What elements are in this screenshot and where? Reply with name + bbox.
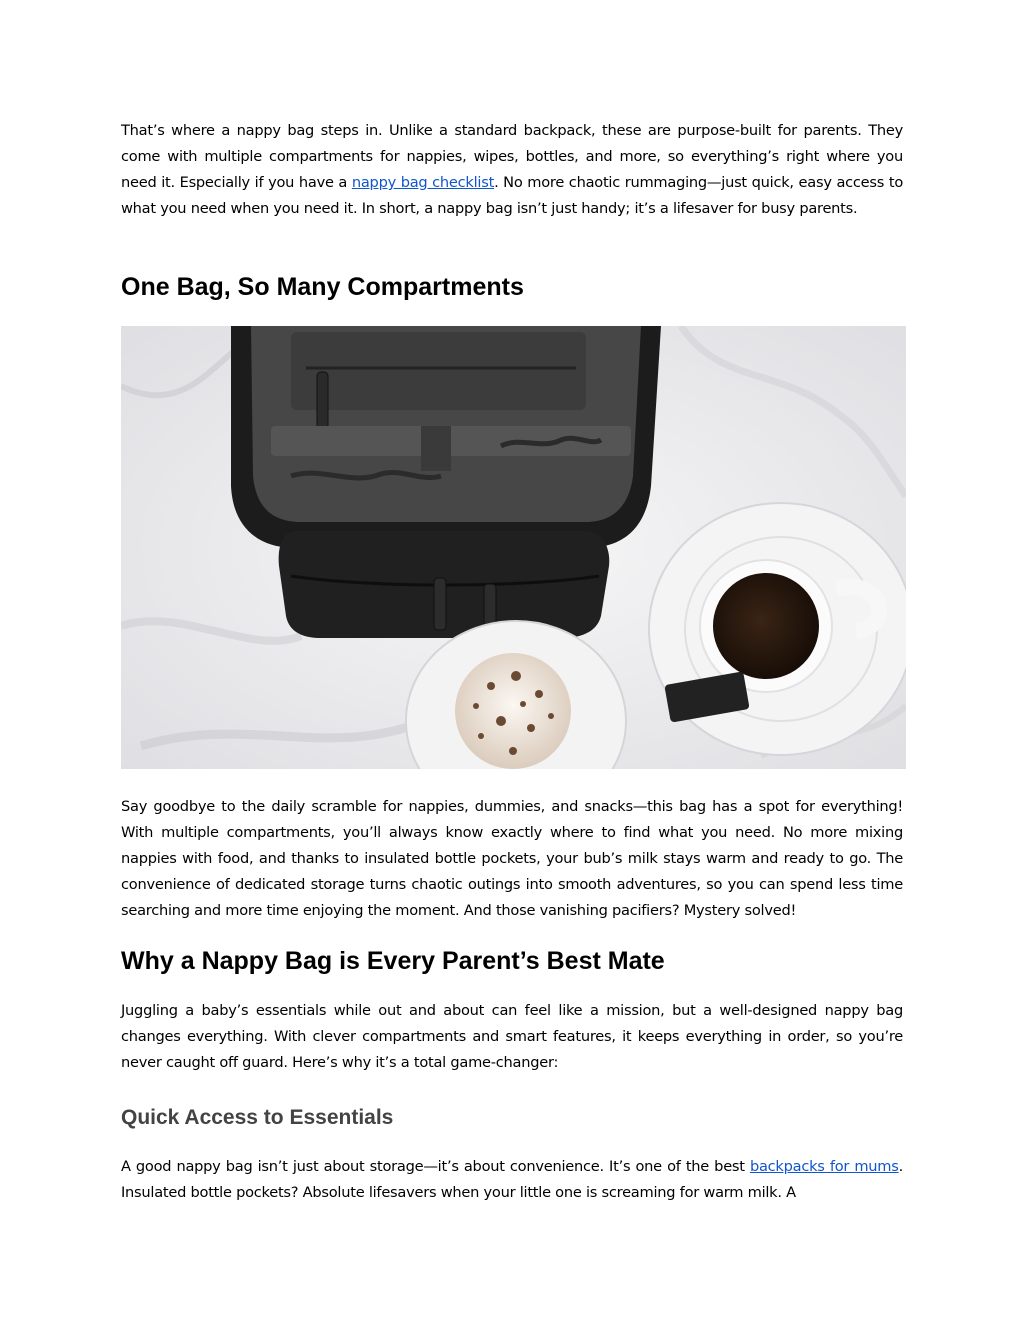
zip-pull xyxy=(434,578,446,630)
quick-access-paragraph xyxy=(121,1154,903,1206)
sleeve-strap xyxy=(421,426,451,471)
zip-pull xyxy=(317,372,328,430)
nappy-bag-checklist-link[interactable]: nappy bag checklist xyxy=(351,174,495,191)
quick-access-text-before-link: A good nappy bag isn’t just about storage—it’s about convenience. It’s one of the best xyxy=(121,1158,750,1175)
intro-text-after-link: . No more chaotic rummaging—just quick, easy access to what you need when you need it. In short, a nappy bag isn’t just handy; it’s a lifesaver for busy parents. xyxy=(121,174,903,217)
quick-access-text-after-link: . Insulated bottle pockets? Absolute lifesavers when your little one is screaming for warm milk. A xyxy=(121,1158,903,1201)
best-mate-paragraph: Juggling a baby’s essentials while out and about can feel like a mission, but a well-designed nappy bag changes everything. With clever compartments and smart features, it keeps everything in order, so you’re never caught off guard. Here’s why it’s a total game-changer: xyxy=(121,1002,903,1071)
backpacks-for-mums-link[interactable]: backpacks for mums xyxy=(749,1158,899,1175)
section-heading-best-mate: Why a Nappy Bag is Every Parent’s Best Mate xyxy=(121,947,665,975)
nappy-bag-photo xyxy=(121,326,906,769)
intro-paragraph xyxy=(121,118,903,222)
coffee xyxy=(713,573,819,679)
zip-pocket xyxy=(291,332,586,410)
compartments-paragraph: Say goodbye to the daily scramble for nappies, dummies, and snacks—this bag has a spot for everything! With multiple compartments, you’ll always know exactly where to find what you need. No more mixing nappies with food, and thanks to insulated bottle pockets, your bub’s milk stays warm and ready to go. The convenience of dedicated storage turns chaotic outings into smooth adventures, so you can spend less time searching and more time enjoying the moment. And those vanishing pacifiers? Mystery solved! xyxy=(121,798,903,919)
section-heading-compartments: One Bag, So Many Compartments xyxy=(121,273,524,301)
intro-text-before-link: That’s where a nappy bag steps in. Unlike a standard backpack, these are purpose-built for parents. They come with multiple compartments for nappies, wipes, bottles, and more, so everything’s right where you need it. Especially if you have a xyxy=(121,122,903,191)
section-heading-quick-access: Quick Access to Essentials xyxy=(121,1106,394,1129)
